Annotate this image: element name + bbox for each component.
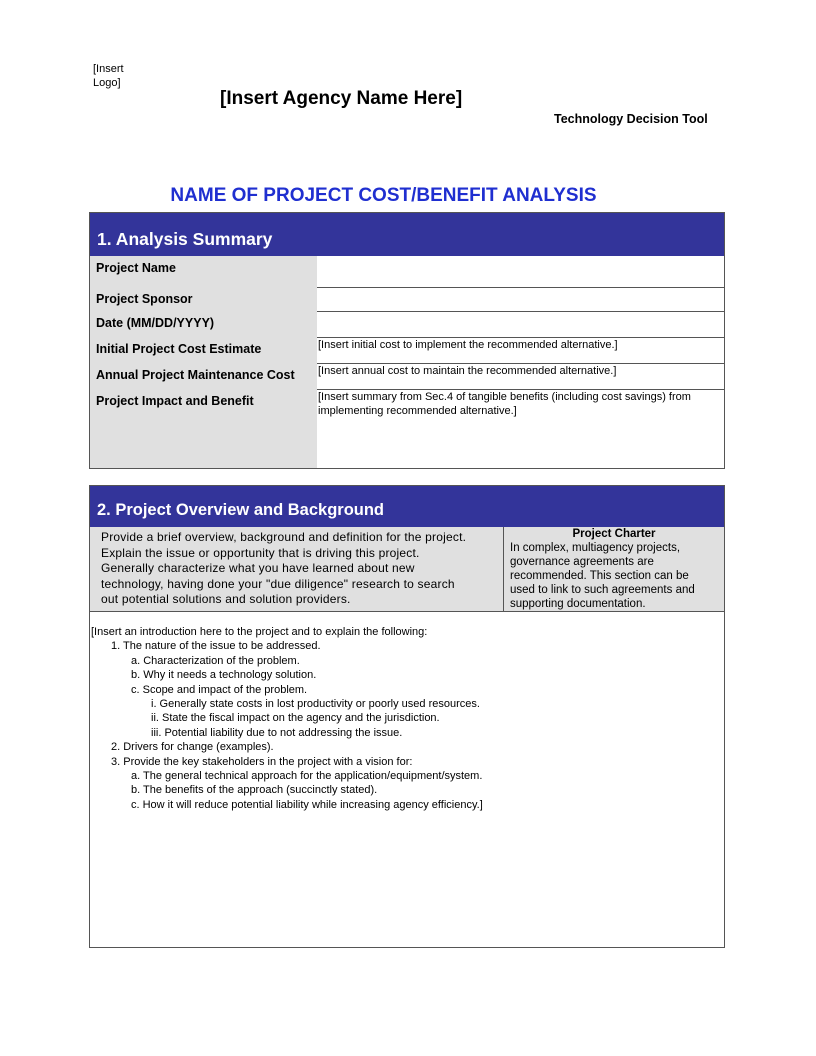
field-label: Date (MM/DD/YYYY) [90, 311, 317, 337]
charter-line: supporting documentation. [510, 598, 646, 610]
project-name-row [90, 256, 724, 288]
section-header [90, 486, 724, 527]
date-value[interactable] [317, 311, 724, 337]
charter-line: In complex, multiagency projects, [510, 542, 681, 554]
intro-line: b. The benefits of the approach (succinctly stated). [131, 784, 378, 797]
intro-line: i. Generally state costs in lost productivity or poorly used resources. [151, 698, 480, 710]
overview-line: Generally characterize what you have learned about new [101, 561, 415, 575]
date-row [90, 311, 724, 338]
project-sponsor-row [90, 287, 724, 312]
tool-name: Technology Decision Tool [554, 112, 708, 126]
overview-line: out potential solutions and solution providers. [101, 592, 351, 606]
overview-line: Explain the issue or opportunity that is driving this project. [101, 545, 420, 560]
project-sponsor-value[interactable] [317, 287, 724, 311]
intro-line: c. Scope and impact of the problem. [131, 683, 308, 696]
field-label: Annual Project Maintenance Cost [90, 363, 317, 389]
intro-line: 3. Provide the key stakeholders in the project with a vision for: [111, 755, 413, 768]
impact-benefit-row [90, 389, 724, 468]
intro-line: 2. Drivers for change (examples). [111, 741, 274, 754]
field-label: Initial Project Cost Estimate [90, 337, 317, 363]
field-label: Project Impact and Benefit [90, 389, 317, 468]
intro-line: 1. The nature of the issue to be addressed. [111, 640, 321, 653]
impact-benefit-value[interactable]: [Insert summary from Sec.4 of tangible benefits (including cost savings) from implementing recommended alternative.] [318, 391, 691, 417]
annual-cost-value[interactable]: [Insert annual cost to maintain the recommended alternative.] [318, 365, 617, 377]
charter-line: used to link to such agreements and [510, 584, 695, 596]
field-label: Project Name [90, 256, 317, 287]
section-heading: 2. Project Overview and Background [97, 501, 385, 519]
overview-line: technology, having done your "due diligence" research to search [101, 576, 455, 591]
overview-line: Provide a brief overview, background and definition for the project. [101, 530, 467, 544]
intro-line: iii. Potential liability due to not addressing the issue. [151, 726, 403, 739]
charter-line: recommended. This section can be [510, 570, 689, 582]
charter-title: Project Charter [572, 528, 656, 540]
project-charter-box [504, 527, 724, 612]
page-title: NAME OF PROJECT COST/BENEFIT ANALYSIS [170, 185, 597, 206]
initial-cost-value[interactable]: [Insert initial cost to implement the recommended alternative.] [318, 339, 618, 351]
analysis-summary-section [89, 212, 725, 469]
charter-line: governance agreements are [510, 556, 654, 568]
intro-line: c. How it will reduce potential liability while increasing agency efficiency.] [131, 798, 483, 811]
project-overview-section [89, 485, 725, 948]
section-header [90, 213, 724, 256]
annual-cost-row [90, 363, 724, 390]
intro-line: ii. State the fiscal impact on the agency and the jurisdiction. [151, 712, 440, 725]
overview-instructions [90, 527, 504, 612]
intro-line: [Insert an introduction here to the project and to explain the following: [91, 626, 428, 638]
field-label: Project Sponsor [90, 287, 317, 311]
agency-name: [Insert Agency Name Here] [220, 88, 463, 109]
logo-placeholder: [Insert Logo] [93, 63, 124, 89]
section-heading: 1. Analysis Summary [97, 229, 273, 249]
intro-line: a. The general technical approach for the application/equipment/system. [131, 770, 483, 782]
project-name-value[interactable] [317, 256, 724, 287]
intro-line: b. Why it needs a technology solution. [131, 669, 317, 682]
intro-line: a. Characterization of the problem. [131, 654, 300, 667]
initial-cost-row [90, 337, 724, 364]
